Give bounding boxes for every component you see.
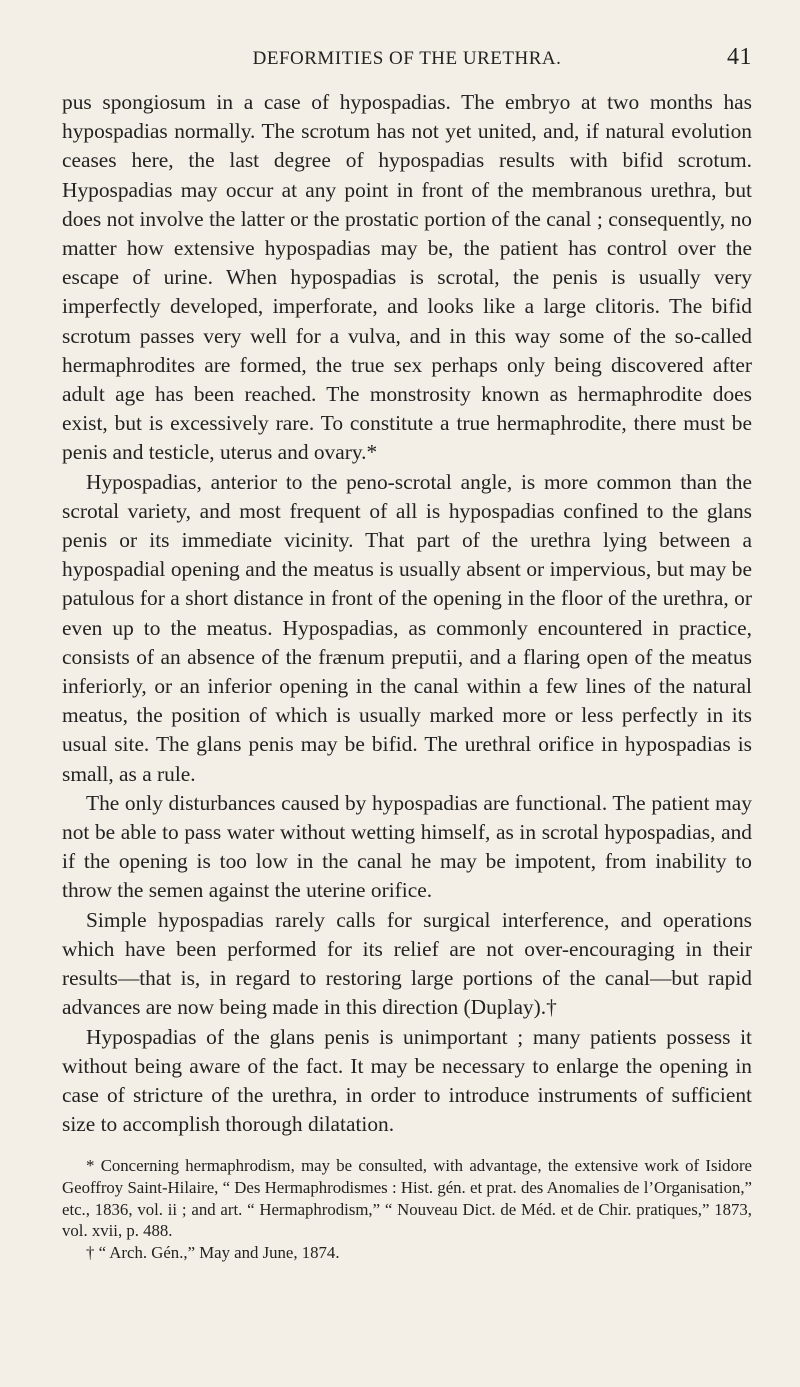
page-header bbox=[62, 38, 752, 78]
paragraph: The only disturbances caused by hypospadias are functional. The patient may not be able to pass water without wetting himself, as in scrotal hypospadias, and if the opening is too low in the canal he may be impotent, from inability to throw the semen against the uterine orifice. bbox=[62, 790, 752, 903]
running-title: DEFORMITIES OF THE URETHRA. bbox=[252, 48, 562, 69]
paragraph: Hypospadias, anterior to the peno-scrotal angle, is more common than the scrotal variety, and most frequent of all is hypospadias confined to the glans penis or its immediate vicinity. That part of the urethra lying between a hypospadial opening and the meatus is usually absent or impervious, but may be patulous for a short distance in front of the opening in the floor of the urethra, or even up to the meatus. Hypospadias, as commonly encountered in practice, consists of an absence of the frænum preputii, and a flaring open of the meatus inferiorly, or an inferior opening in the canal within a few lines of the natural meatus, the position of which is usually marked more or less perfectly in its usual site. The glans penis may be bifid. The urethral orifice in hypospadias is small, as a rule. bbox=[62, 469, 752, 786]
paragraph: pus spongiosum in a case of hypospadias. The embryo at two months has hypospadias normally. The scrotum has not yet united, and, if natural evolution ceases here, the last degree of hypospadias results with bifid scrotum. Hypospadias may occur at any point in front of the membranous urethra, but does not involve the latter or the prostatic portion of the canal ; consequently, no matter how extensive hypospadias may be, the patient has control over the escape of urine. When hypospadias is scrotal, the penis is usually very imperfectly developed, imperforate, and looks like a large clitoris. The bifid scrotum passes very well for a vulva, and in this way some of the so-called hermaphrodites are formed, the true sex perhaps only being discovered after adult age has been reached. The monstrosity known as hermaphrodite does exist, but is excessively rare. To constitute a true hermaphrodite, there must be penis and testicle, uterus and ovary.* bbox=[62, 90, 752, 465]
footnotes bbox=[62, 1155, 752, 1263]
paragraph: Simple hypospadias rarely calls for surgical interference, and operations which have been performed for its relief are not over-encouraging in their results—that is, in regard to restoring large portions of the canal—but rapid advances are now being made in this direction (Duplay).† bbox=[62, 907, 752, 1020]
footnote: † “ Arch. Gén.,” May and June, 1874. bbox=[86, 1242, 340, 1262]
body-text bbox=[62, 88, 752, 1139]
page-number: 41 bbox=[727, 44, 752, 70]
footnote: * Concerning hermaphrodism, may be consulted, with advantage, the extensive work of Isidore Geoffroy Saint-Hilaire, “ Des Hermaphrodismes : Hist. gén. et prat. des Anomalies de l’Organisation,” etc., 1836, vol. ii ; and art. “ Hermaphrodism,” “ Nouveau Dict. de Méd. et de Chir. pratiques,” 1873, vol. xvii, p. 488. bbox=[62, 1156, 752, 1241]
paragraph: Hypospadias of the glans penis is unimportant ; many patients possess it without being aware of the fact. It may be necessary to enlarge the opening in case of stricture of the urethra, in order to introduce instruments of sufficient size to accomplish thorough dilatation. bbox=[62, 1024, 752, 1137]
